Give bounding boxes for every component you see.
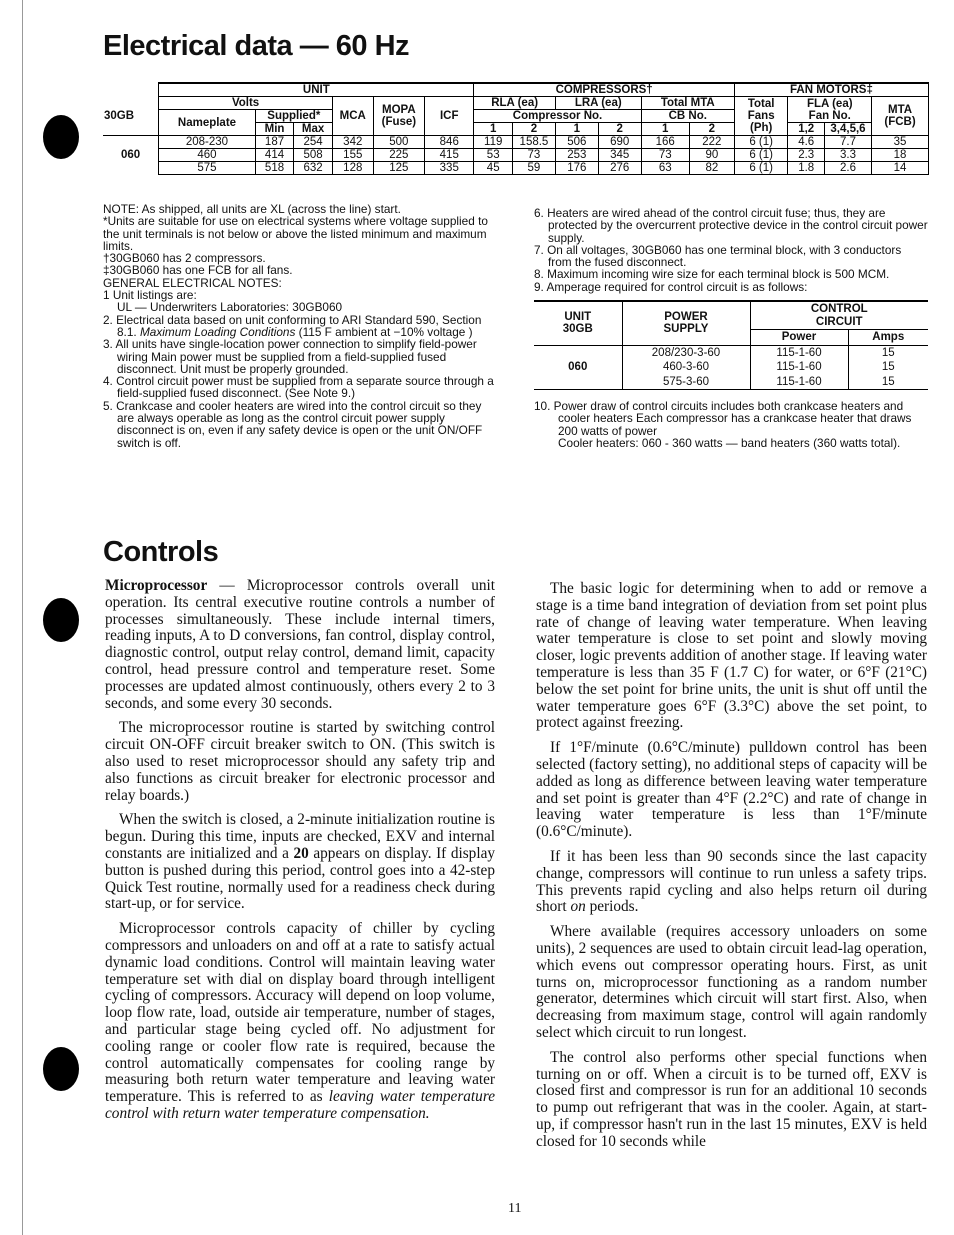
table-cell: 208-230: [159, 136, 255, 149]
header-cb-no: CB No.: [641, 110, 734, 123]
header-fan-3456: 3,4,5,6: [824, 123, 871, 136]
note-double-dagger: ‡30GB060 has one FCB for all fans.: [103, 263, 293, 278]
table-cell: 2.6: [824, 162, 871, 175]
page-number: 11: [508, 1201, 522, 1216]
table-cell: 125: [373, 162, 424, 175]
table-cell: 632: [294, 162, 333, 175]
table-cell: 14: [872, 162, 929, 175]
ctable-header-amps: Amps: [848, 330, 928, 346]
unit-060: 060: [103, 136, 159, 175]
note-as-shipped: NOTE: As shipped, all units are XL (across the line) start.: [103, 202, 401, 216]
punch-hole-1: [43, 115, 79, 159]
ctable-header-control-circuit: CONTROL CIRCUIT: [750, 301, 928, 330]
note-2: 2. Electrical data based on unit conforming to ARI Standard 590, Section 8.1. Maximum Loading Conditions (115 F ambient at −10% voltage ): [103, 312, 482, 339]
table-cell: 225: [373, 149, 424, 162]
note-1: 1 Unit listings are:: [103, 288, 197, 303]
table-cell: 176: [555, 162, 598, 175]
note-7: 7. On all voltages, 30GB060 has one terminal block, with 3 conductors from the fused disconnect.: [534, 242, 902, 270]
table-cell: 2.3: [788, 149, 824, 162]
header-mca: MCA: [332, 97, 373, 136]
ctable-unit-060: 060: [534, 345, 622, 390]
punch-hole-3: [43, 1047, 79, 1091]
table-cell: 63: [641, 162, 689, 175]
table-cell: 6 (1): [734, 162, 788, 175]
table-cell: 115-1-60: [750, 360, 848, 375]
paragraph: The microprocessor routine is started by switching control circuit ON-OFF circuit breaker switch to ON. (This switch is also used to reset microprocessor should any safety trip and also functions as circuit breaker for electronic processor and relay boards.): [105, 719, 495, 804]
header-fla: FLA (ea) Fan No.: [788, 97, 872, 123]
table-cell: 575-3-60: [622, 375, 750, 390]
table-cell: 508: [294, 149, 333, 162]
table-cell: 518: [255, 162, 294, 175]
header-compressor-no: Compressor No.: [474, 110, 641, 123]
controls-right-column: [536, 581, 927, 1159]
control-circuit-table: [534, 300, 928, 390]
table-cell: 18: [872, 149, 929, 162]
table-cell: 575: [159, 162, 255, 175]
table-cell: 506: [555, 136, 598, 149]
header-lra-2: 2: [598, 123, 641, 136]
paragraph-microprocessor: Microprocessor — Microprocessor controls overall unit operation. Its central executive routine controls a number of processes simultaneously. These include internal timers, reading inputs, A to D conversions, fan control, display control, diagnostic control, output relay control, demand limit, capacity control, head pressure control and temperature reset. Some processes are updated almost continuously, others every 2 to 3 seconds, and some every 30 seconds.: [105, 577, 495, 712]
table-cell: 45: [474, 162, 513, 175]
table-cell: 90: [689, 149, 734, 162]
ctable-header-power-supply: POWER SUPPLY: [622, 301, 750, 345]
header-mopa: MOPA (Fuse): [373, 97, 424, 136]
header-total-fans: Total Fans (Ph): [734, 97, 788, 136]
paragraph: When the switch is closed, a 2-minute initialization routine is begun. During this time, inputs are checked, EXV and internal constants are initialized and a 20 appears on display. If display button is pushed during this period, control goes into a 42-step Quick Test routine, normally used for a readiness check during start-up, or for service.: [105, 811, 496, 913]
header-lra: LRA (ea): [555, 97, 641, 110]
table-cell: 253: [555, 149, 598, 162]
notes-right: [534, 207, 928, 293]
header-unit: UNIT: [159, 83, 474, 97]
table-cell: 119: [474, 136, 513, 149]
table-cell: 115-1-60: [750, 345, 848, 360]
punch-hole-2: [43, 598, 79, 642]
table-cell: 6 (1): [734, 149, 788, 162]
table-cell: 73: [513, 149, 556, 162]
header-max: Max: [294, 123, 333, 136]
header-cb-1: 1: [641, 123, 689, 136]
table-cell: 342: [332, 136, 373, 149]
note-9: 9. Amperage required for control circuit is as follows:: [534, 279, 808, 294]
table-cell: 460: [159, 149, 255, 162]
note-1-ul: UL — Underwriters Laboratories: 30GB060: [117, 300, 343, 315]
header-30gb: 30GB: [104, 109, 135, 122]
header-volts: Volts: [159, 97, 333, 110]
header-nameplate: Nameplate: [159, 110, 255, 136]
table-cell: 187: [255, 136, 294, 149]
table-cell: 15: [848, 360, 928, 375]
note-5: 5. Crankcase and cooler heaters are wired into the control circuit so they are always operable as long as the control circuit power supply disconnect is on, even if any safety device is open or the unit ON/OFF switch is off.: [103, 398, 483, 450]
table-cell: 415: [425, 149, 474, 162]
table-cell: 208/230-3-60: [622, 345, 750, 360]
paragraph: If it has been less than 90 seconds since the last capacity change, compressors will continue to run unless a safety trips. This prevents rapid cycling and also helps return oil during short on periods.: [536, 847, 927, 916]
table-cell: 15: [848, 345, 928, 360]
header-total-mta: Total MTA: [641, 97, 734, 110]
controls-left-column: [105, 578, 495, 1131]
table-cell: 4.6: [788, 136, 824, 149]
header-rla-1: 1: [474, 123, 513, 136]
electrical-data-table: [103, 82, 929, 175]
table-cell: 7.7: [824, 136, 871, 149]
table-cell: 155: [332, 149, 373, 162]
header-fan-motors: FAN MOTORS‡: [734, 83, 928, 97]
table-cell: 846: [425, 136, 474, 149]
table-cell: 345: [598, 149, 641, 162]
notes-left: [103, 203, 496, 449]
ctable-header-unit: UNIT 30GB: [534, 301, 622, 345]
header-mta-fcb: MTA (FCB): [872, 97, 929, 136]
table-cell: 335: [425, 162, 474, 175]
note-star: *Units are suitable for use on electrical systems where voltage supplied to the unit terminals is not below or above the listed minimum and maximum limits.: [103, 214, 488, 253]
note-10-block: [534, 400, 928, 449]
table-cell: 15: [848, 375, 928, 390]
paragraph: The basic logic for determining when to add or remove a stage is a time band integration of deviation from set point plus rate of change of leaving water temperature. When leaving water temperature is close to set point and slowly moving closer, logic prevents addition of another stage. If leaving water temperature is less than 35 F (1.7 C) for water, or 6°F (21°C) below the set point for brine units, the unit is shut off until the water temperature goes 6°F (3.3°C) above the set point, to protect against freezing.: [536, 580, 927, 732]
table-cell: 414: [255, 149, 294, 162]
header-min: Min: [255, 123, 294, 136]
header-lra-1: 1: [555, 123, 598, 136]
note-10-cooler: Cooler heaters: 060 - 360 watts — band heaters (360 watts total).: [558, 435, 901, 450]
table-cell: 53: [474, 149, 513, 162]
general-notes-heading: GENERAL ELECTRICAL NOTES:: [103, 275, 282, 290]
ctable-header-power: Power: [750, 330, 848, 346]
note-4: 4. Control circuit power must be supplied from a separate source through a field-supplied fused disconnect. (See Note 9.): [103, 374, 494, 401]
table-cell: 158.5: [513, 136, 556, 149]
table-cell: 254: [294, 136, 333, 149]
table-cell: 6 (1): [734, 136, 788, 149]
table-cell: 82: [689, 162, 734, 175]
table-cell: 500: [373, 136, 424, 149]
heading-electrical-data: Electrical data — 60 Hz: [103, 30, 410, 62]
table-cell: 166: [641, 136, 689, 149]
binding-edge-line: [22, 0, 23, 1235]
note-10: 10. Power draw of control circuits includes both crankcase heaters and cooler heaters Each compressor has a crankcase heater that draws 200 watts of power: [534, 399, 912, 438]
table-cell: 222: [689, 136, 734, 149]
header-rla: RLA (ea): [474, 97, 555, 110]
header-cb-2: 2: [689, 123, 734, 136]
paragraph: The control also performs other special functions when turning on or off. When a circuit is to be turned off, EXV is closed first and compressor is run for an additional 10 seconds to pump out refrigerant that was in the cooler. Again, at start-up, if compressor hasn't run in the last 15 minutes, EXV is held closed for 10 seconds while: [536, 1048, 927, 1150]
header-compressors: COMPRESSORS†: [474, 83, 734, 97]
paragraph: Where available (requires accessory unloaders on some units), 2 sequences are used to obtain circuit lead-lag operation, which evens out compressor operating hours. First, as unit turns on, microprocessor functioning as a random number generator, determines which circuit will start first. Also, when decreasing from maximum stage, control will again randomly select which circuit to run longest.: [536, 923, 927, 1041]
table-cell: 690: [598, 136, 641, 149]
table-cell: 276: [598, 162, 641, 175]
header-fan-12: 1,2: [788, 123, 824, 136]
note-6: 6. Heaters are wired ahead of the control circuit fuse; thus, they are protected by the overcurrent protective device in the control circuit power supply.: [534, 206, 928, 245]
table-cell: 1.8: [788, 162, 824, 175]
note-8: 8. Maximum incoming wire size for each terminal block is 500 MCM.: [534, 267, 890, 282]
heading-controls: Controls: [103, 536, 219, 568]
note-3: 3. All units have single-location power connection to simplify field-power wiring Main power must be supplied from a field-supplied fused disconnect. Unit must be properly grounded.: [103, 337, 477, 376]
table-cell: 35: [872, 136, 929, 149]
table-cell: 59: [513, 162, 556, 175]
header-rla-2: 2: [513, 123, 556, 136]
table-cell: 73: [641, 149, 689, 162]
note-dagger: †30GB060 has 2 compressors.: [103, 251, 266, 266]
table-cell: 460-3-60: [622, 360, 750, 375]
table-cell: 3.3: [824, 149, 871, 162]
header-icf: ICF: [425, 97, 474, 136]
paragraph: Microprocessor controls capacity of chiller by cycling compressors and unloaders on and off at a rate to satisfy actual dynamic load conditions. Control will maintain leaving water temperature set with dial on display board through intelligent cycling of compressors. Accuracy will depend on loop volume, loop flow rate, load, outside air temperature, number of stages, and particular stage being cycled off. No adjustment for cooling range or cooler flow rate is required, because the control automatically compensates for cooling range by measuring both return water temperature and leaving water temperature. This is referred to as leaving water temperature control with return water temperature compensation.: [105, 920, 495, 1122]
table-cell: 128: [332, 162, 373, 175]
header-supplied: Supplied*: [255, 110, 332, 123]
paragraph: If 1°F/minute (0.6°C/minute) pulldown control has been selected (factory setting), no additional steps of capacity will be added as long as difference between leaving water temperature and set point is greater than 4°F (2.2°C) and rate of change in leaving water temperature is less than 1°F/minute (0.6°C/minute).: [536, 739, 927, 841]
table-cell: 115-1-60: [750, 375, 848, 390]
